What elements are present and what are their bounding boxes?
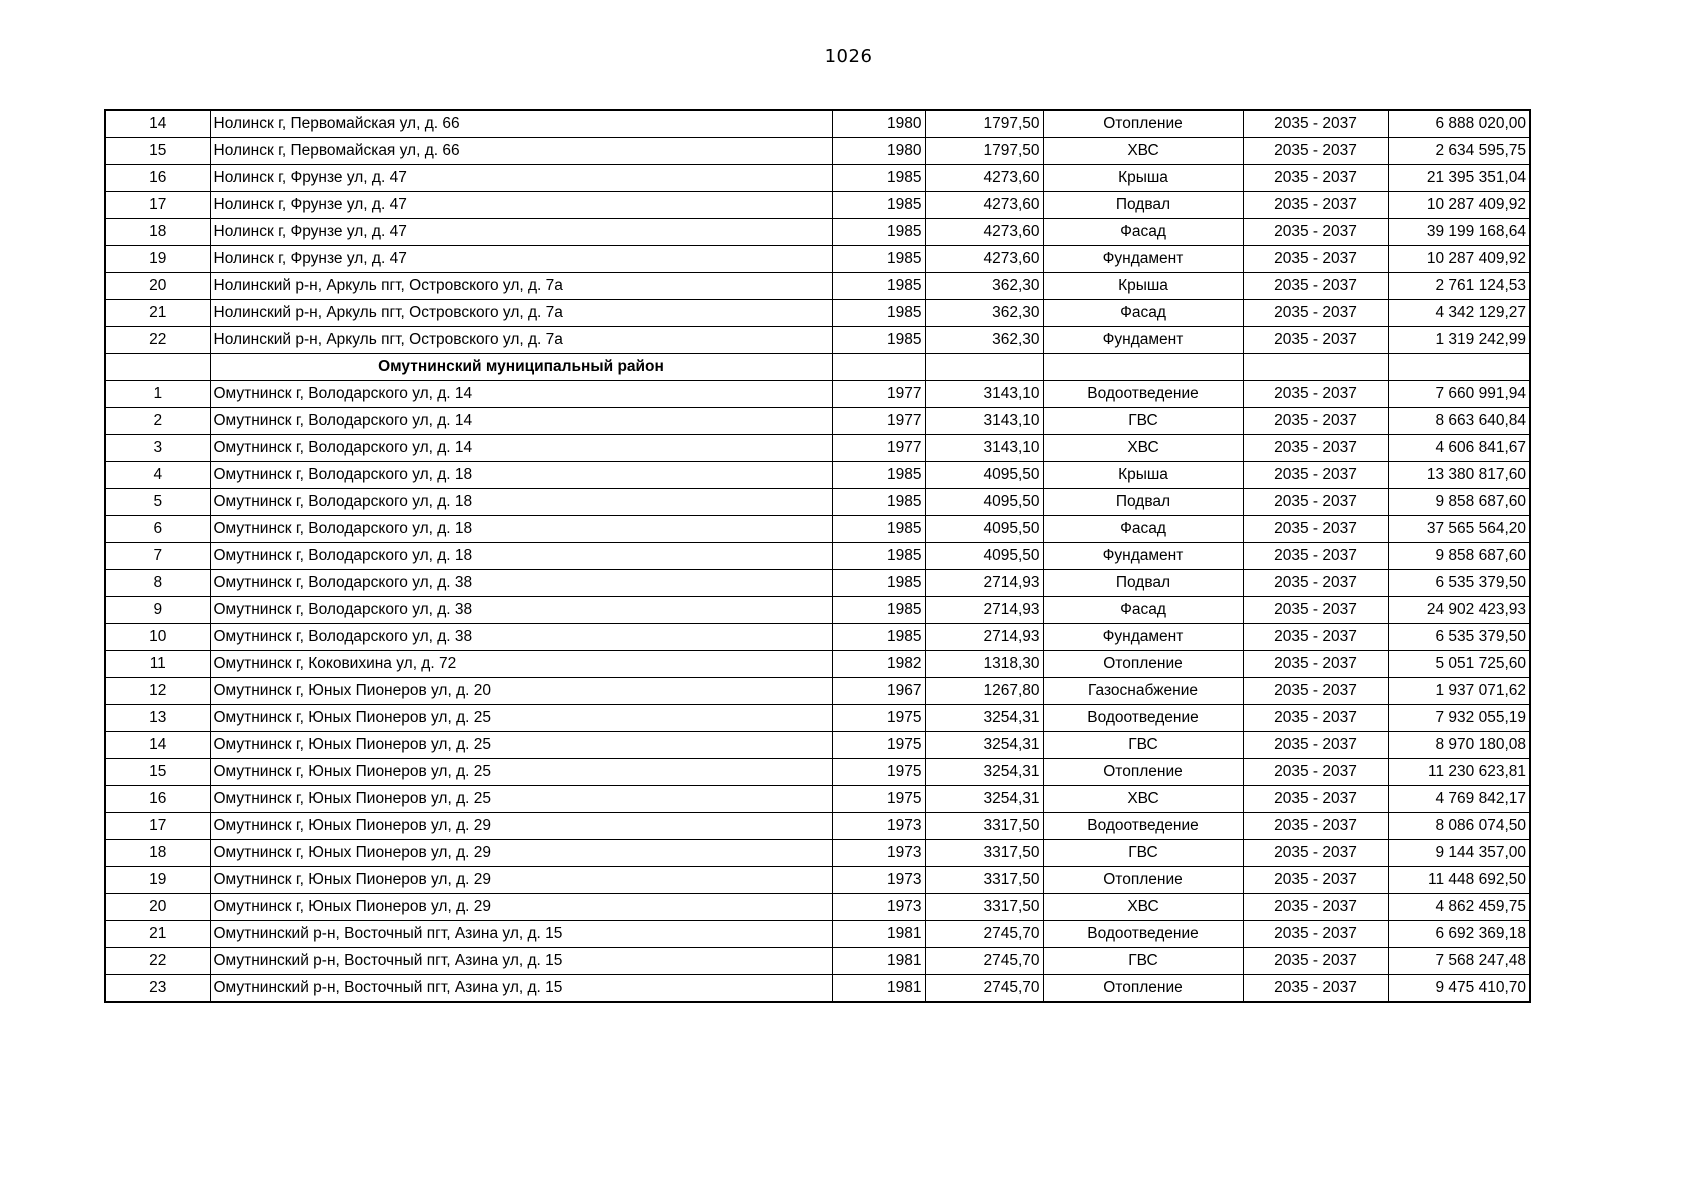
work-type-cell: Фасад — [1043, 516, 1243, 543]
year-cell: 1967 — [832, 678, 925, 705]
empty-cell — [1388, 354, 1530, 381]
year-cell: 1985 — [832, 570, 925, 597]
table-row — [105, 246, 1530, 273]
table-row — [105, 894, 1530, 921]
address-cell: Омутнинск г, Юных Пионеров ул, д. 29 — [210, 867, 832, 894]
period-cell: 2035 - 2037 — [1243, 516, 1388, 543]
work-type-cell: Фасад — [1043, 300, 1243, 327]
work-type-cell: ХВС — [1043, 894, 1243, 921]
area-cell: 2714,93 — [925, 597, 1043, 624]
address-cell: Нолинск г, Фрунзе ул, д. 47 — [210, 165, 832, 192]
year-cell: 1980 — [832, 110, 925, 138]
period-cell: 2035 - 2037 — [1243, 678, 1388, 705]
work-type-cell: Крыша — [1043, 462, 1243, 489]
period-cell: 2035 - 2037 — [1243, 165, 1388, 192]
period-cell: 2035 - 2037 — [1243, 543, 1388, 570]
row-number: 16 — [105, 165, 210, 192]
address-cell: Нолинск г, Фрунзе ул, д. 47 — [210, 246, 832, 273]
page-number: 1026 — [824, 46, 873, 67]
year-cell: 1975 — [832, 759, 925, 786]
row-number: 15 — [105, 138, 210, 165]
row-number: 9 — [105, 597, 210, 624]
address-cell: Нолинск г, Первомайская ул, д. 66 — [210, 138, 832, 165]
year-cell: 1985 — [832, 219, 925, 246]
period-cell: 2035 - 2037 — [1243, 732, 1388, 759]
cost-cell: 11 230 623,81 — [1388, 759, 1530, 786]
table-row — [105, 435, 1530, 462]
cost-cell: 9 144 357,00 — [1388, 840, 1530, 867]
area-cell: 1797,50 — [925, 138, 1043, 165]
cost-cell: 4 606 841,67 — [1388, 435, 1530, 462]
address-cell: Омутнинск г, Володарского ул, д. 14 — [210, 408, 832, 435]
work-type-cell: Подвал — [1043, 192, 1243, 219]
table-row — [105, 381, 1530, 408]
table-row — [105, 813, 1530, 840]
section-title: Омутнинский муниципальный район — [210, 354, 832, 381]
area-cell: 2745,70 — [925, 975, 1043, 1003]
work-type-cell: ХВС — [1043, 138, 1243, 165]
year-cell: 1985 — [832, 165, 925, 192]
row-number: 16 — [105, 786, 210, 813]
period-cell: 2035 - 2037 — [1243, 138, 1388, 165]
area-cell: 2714,93 — [925, 570, 1043, 597]
row-number: 20 — [105, 894, 210, 921]
cost-cell: 21 395 351,04 — [1388, 165, 1530, 192]
year-cell: 1985 — [832, 327, 925, 354]
year-cell: 1985 — [832, 543, 925, 570]
area-cell: 4095,50 — [925, 543, 1043, 570]
period-cell: 2035 - 2037 — [1243, 921, 1388, 948]
cost-cell: 7 932 055,19 — [1388, 705, 1530, 732]
row-number: 21 — [105, 300, 210, 327]
period-cell: 2035 - 2037 — [1243, 597, 1388, 624]
area-cell: 1267,80 — [925, 678, 1043, 705]
area-cell: 4273,60 — [925, 192, 1043, 219]
cost-cell: 37 565 564,20 — [1388, 516, 1530, 543]
area-cell: 362,30 — [925, 327, 1043, 354]
period-cell: 2035 - 2037 — [1243, 705, 1388, 732]
period-cell: 2035 - 2037 — [1243, 813, 1388, 840]
work-type-cell: Газоснабжение — [1043, 678, 1243, 705]
cost-cell: 13 380 817,60 — [1388, 462, 1530, 489]
period-cell: 2035 - 2037 — [1243, 948, 1388, 975]
work-type-cell: ХВС — [1043, 435, 1243, 462]
row-number: 19 — [105, 867, 210, 894]
period-cell: 2035 - 2037 — [1243, 570, 1388, 597]
period-cell: 2035 - 2037 — [1243, 273, 1388, 300]
year-cell: 1973 — [832, 813, 925, 840]
area-cell: 4273,60 — [925, 165, 1043, 192]
year-cell: 1985 — [832, 300, 925, 327]
row-number: 2 — [105, 408, 210, 435]
cost-cell: 6 692 369,18 — [1388, 921, 1530, 948]
year-cell: 1973 — [832, 840, 925, 867]
year-cell: 1985 — [832, 462, 925, 489]
row-number: 18 — [105, 840, 210, 867]
table-row — [105, 165, 1530, 192]
table-row — [105, 300, 1530, 327]
year-cell: 1985 — [832, 192, 925, 219]
area-cell: 4095,50 — [925, 462, 1043, 489]
row-number: 4 — [105, 462, 210, 489]
row-number: 7 — [105, 543, 210, 570]
table-row — [105, 570, 1530, 597]
table-row — [105, 219, 1530, 246]
work-type-cell: ГВС — [1043, 948, 1243, 975]
work-type-cell: Фундамент — [1043, 543, 1243, 570]
area-cell: 3254,31 — [925, 786, 1043, 813]
cost-cell: 39 199 168,64 — [1388, 219, 1530, 246]
repair-schedule-table — [104, 109, 1531, 1003]
table-row — [105, 597, 1530, 624]
cost-cell: 6 888 020,00 — [1388, 110, 1530, 138]
table-row — [105, 678, 1530, 705]
address-cell: Омутнинск г, Володарского ул, д. 38 — [210, 570, 832, 597]
year-cell: 1977 — [832, 381, 925, 408]
empty-cell — [925, 354, 1043, 381]
row-number: 19 — [105, 246, 210, 273]
area-cell: 3254,31 — [925, 732, 1043, 759]
work-type-cell: Фундамент — [1043, 624, 1243, 651]
work-type-cell: Отопление — [1043, 867, 1243, 894]
work-type-cell: Крыша — [1043, 165, 1243, 192]
table-row — [105, 543, 1530, 570]
table-row — [105, 948, 1530, 975]
work-type-cell: Водоотведение — [1043, 381, 1243, 408]
row-number: 5 — [105, 489, 210, 516]
address-cell: Омутнинск г, Коковихина ул, д. 72 — [210, 651, 832, 678]
work-type-cell: Водоотведение — [1043, 705, 1243, 732]
table-row — [105, 273, 1530, 300]
period-cell: 2035 - 2037 — [1243, 381, 1388, 408]
year-cell: 1977 — [832, 435, 925, 462]
table-row — [105, 462, 1530, 489]
address-cell: Нолинск г, Фрунзе ул, д. 47 — [210, 192, 832, 219]
address-cell: Омутнинский р-н, Восточный пгт, Азина ул, д. 15 — [210, 948, 832, 975]
work-type-cell: ГВС — [1043, 732, 1243, 759]
address-cell: Нолинск г, Первомайская ул, д. 66 — [210, 110, 832, 138]
area-cell: 3143,10 — [925, 408, 1043, 435]
year-cell: 1977 — [832, 408, 925, 435]
table-row — [105, 705, 1530, 732]
work-type-cell: Фасад — [1043, 597, 1243, 624]
period-cell: 2035 - 2037 — [1243, 327, 1388, 354]
period-cell: 2035 - 2037 — [1243, 300, 1388, 327]
cost-cell: 7 568 247,48 — [1388, 948, 1530, 975]
year-cell: 1985 — [832, 273, 925, 300]
work-type-cell: Отопление — [1043, 759, 1243, 786]
table-row — [105, 840, 1530, 867]
year-cell: 1981 — [832, 921, 925, 948]
year-cell: 1985 — [832, 624, 925, 651]
area-cell: 1797,50 — [925, 110, 1043, 138]
work-type-cell: Фундамент — [1043, 246, 1243, 273]
cost-cell: 8 970 180,08 — [1388, 732, 1530, 759]
year-cell: 1975 — [832, 786, 925, 813]
work-type-cell: Крыша — [1043, 273, 1243, 300]
period-cell: 2035 - 2037 — [1243, 246, 1388, 273]
address-cell: Омутнинск г, Володарского ул, д. 18 — [210, 543, 832, 570]
row-number: 13 — [105, 705, 210, 732]
period-cell: 2035 - 2037 — [1243, 651, 1388, 678]
table-row — [105, 138, 1530, 165]
area-cell: 3317,50 — [925, 867, 1043, 894]
year-cell: 1975 — [832, 705, 925, 732]
area-cell: 3143,10 — [925, 381, 1043, 408]
table-row — [105, 651, 1530, 678]
area-cell: 3254,31 — [925, 705, 1043, 732]
year-cell: 1985 — [832, 597, 925, 624]
year-cell: 1982 — [832, 651, 925, 678]
row-number: 12 — [105, 678, 210, 705]
address-cell: Омутнинск г, Володарского ул, д. 38 — [210, 597, 832, 624]
cost-cell: 11 448 692,50 — [1388, 867, 1530, 894]
table-body — [105, 110, 1530, 1002]
table-row — [105, 489, 1530, 516]
period-cell: 2035 - 2037 — [1243, 867, 1388, 894]
cost-cell: 1 937 071,62 — [1388, 678, 1530, 705]
work-type-cell: Отопление — [1043, 651, 1243, 678]
row-number: 17 — [105, 813, 210, 840]
address-cell: Омутнинск г, Юных Пионеров ул, д. 29 — [210, 813, 832, 840]
period-cell: 2035 - 2037 — [1243, 110, 1388, 138]
address-cell: Омутнинск г, Юных Пионеров ул, д. 25 — [210, 759, 832, 786]
cost-cell: 10 287 409,92 — [1388, 192, 1530, 219]
year-cell: 1980 — [832, 138, 925, 165]
area-cell: 2714,93 — [925, 624, 1043, 651]
area-cell: 4273,60 — [925, 246, 1043, 273]
area-cell: 3254,31 — [925, 759, 1043, 786]
area-cell: 4273,60 — [925, 219, 1043, 246]
period-cell: 2035 - 2037 — [1243, 192, 1388, 219]
address-cell: Омутнинск г, Юных Пионеров ул, д. 29 — [210, 840, 832, 867]
cost-cell: 24 902 423,93 — [1388, 597, 1530, 624]
cost-cell: 5 051 725,60 — [1388, 651, 1530, 678]
table-row — [105, 192, 1530, 219]
table-row — [105, 921, 1530, 948]
year-cell: 1985 — [832, 516, 925, 543]
address-cell: Омутнинск г, Володарского ул, д. 14 — [210, 381, 832, 408]
work-type-cell: Отопление — [1043, 110, 1243, 138]
row-number: 14 — [105, 110, 210, 138]
address-cell: Омутнинский р-н, Восточный пгт, Азина ул, д. 15 — [210, 921, 832, 948]
address-cell: Нолинский р-н, Аркуль пгт, Островского ул, д. 7а — [210, 300, 832, 327]
period-cell: 2035 - 2037 — [1243, 624, 1388, 651]
address-cell: Омутнинск г, Володарского ул, д. 38 — [210, 624, 832, 651]
address-cell: Омутнинск г, Юных Пионеров ул, д. 25 — [210, 732, 832, 759]
work-type-cell: Подвал — [1043, 570, 1243, 597]
address-cell: Омутнинск г, Володарского ул, д. 14 — [210, 435, 832, 462]
cost-cell: 10 287 409,92 — [1388, 246, 1530, 273]
address-cell: Нолинск г, Фрунзе ул, д. 47 — [210, 219, 832, 246]
table-row — [105, 327, 1530, 354]
area-cell: 4095,50 — [925, 516, 1043, 543]
row-number: 22 — [105, 327, 210, 354]
period-cell: 2035 - 2037 — [1243, 435, 1388, 462]
year-cell: 1973 — [832, 867, 925, 894]
address-cell: Омутнинск г, Юных Пионеров ул, д. 29 — [210, 894, 832, 921]
cost-cell: 6 535 379,50 — [1388, 570, 1530, 597]
work-type-cell: ХВС — [1043, 786, 1243, 813]
period-cell: 2035 - 2037 — [1243, 786, 1388, 813]
cost-cell: 2 634 595,75 — [1388, 138, 1530, 165]
period-cell: 2035 - 2037 — [1243, 489, 1388, 516]
year-cell: 1985 — [832, 489, 925, 516]
table-row — [105, 408, 1530, 435]
empty-cell — [1043, 354, 1243, 381]
area-cell: 2745,70 — [925, 921, 1043, 948]
row-number: 10 — [105, 624, 210, 651]
cost-cell: 4 769 842,17 — [1388, 786, 1530, 813]
address-cell: Нолинский р-н, Аркуль пгт, Островского ул, д. 7а — [210, 327, 832, 354]
work-type-cell: ГВС — [1043, 408, 1243, 435]
area-cell: 362,30 — [925, 273, 1043, 300]
cost-cell: 8 086 074,50 — [1388, 813, 1530, 840]
row-number: 1 — [105, 381, 210, 408]
cost-cell: 4 342 129,27 — [1388, 300, 1530, 327]
area-cell: 3317,50 — [925, 813, 1043, 840]
cost-cell: 9 858 687,60 — [1388, 543, 1530, 570]
area-cell: 362,30 — [925, 300, 1043, 327]
work-type-cell: Фундамент — [1043, 327, 1243, 354]
table-row — [105, 786, 1530, 813]
work-type-cell: Водоотведение — [1043, 921, 1243, 948]
table-row — [105, 110, 1530, 138]
address-cell: Омутнинский р-н, Восточный пгт, Азина ул, д. 15 — [210, 975, 832, 1003]
table-row — [105, 759, 1530, 786]
empty-cell — [105, 354, 210, 381]
cost-cell: 6 535 379,50 — [1388, 624, 1530, 651]
table-row — [105, 516, 1530, 543]
work-type-cell: Водоотведение — [1043, 813, 1243, 840]
address-cell: Омутнинск г, Володарского ул, д. 18 — [210, 462, 832, 489]
address-cell: Омутнинск г, Володарского ул, д. 18 — [210, 516, 832, 543]
area-cell: 2745,70 — [925, 948, 1043, 975]
year-cell: 1985 — [832, 246, 925, 273]
row-number: 15 — [105, 759, 210, 786]
area-cell: 3317,50 — [925, 840, 1043, 867]
cost-cell: 7 660 991,94 — [1388, 381, 1530, 408]
row-number: 18 — [105, 219, 210, 246]
period-cell: 2035 - 2037 — [1243, 840, 1388, 867]
row-number: 23 — [105, 975, 210, 1003]
address-cell: Нолинский р-н, Аркуль пгт, Островского ул, д. 7а — [210, 273, 832, 300]
year-cell: 1975 — [832, 732, 925, 759]
empty-cell — [1243, 354, 1388, 381]
work-type-cell: Фасад — [1043, 219, 1243, 246]
row-number: 8 — [105, 570, 210, 597]
row-number: 3 — [105, 435, 210, 462]
cost-cell: 1 319 242,99 — [1388, 327, 1530, 354]
year-cell: 1981 — [832, 975, 925, 1003]
row-number: 22 — [105, 948, 210, 975]
cost-cell: 2 761 124,53 — [1388, 273, 1530, 300]
address-cell: Омутнинск г, Юных Пионеров ул, д. 25 — [210, 786, 832, 813]
period-cell: 2035 - 2037 — [1243, 462, 1388, 489]
year-cell: 1981 — [832, 948, 925, 975]
table-row — [105, 975, 1530, 1003]
table-row — [105, 732, 1530, 759]
table-row — [105, 867, 1530, 894]
row-number: 11 — [105, 651, 210, 678]
cost-cell: 9 475 410,70 — [1388, 975, 1530, 1003]
period-cell: 2035 - 2037 — [1243, 408, 1388, 435]
period-cell: 2035 - 2037 — [1243, 219, 1388, 246]
cost-cell: 8 663 640,84 — [1388, 408, 1530, 435]
row-number: 14 — [105, 732, 210, 759]
period-cell: 2035 - 2037 — [1243, 894, 1388, 921]
row-number: 6 — [105, 516, 210, 543]
address-cell: Омутнинск г, Володарского ул, д. 18 — [210, 489, 832, 516]
row-number: 17 — [105, 192, 210, 219]
row-number: 20 — [105, 273, 210, 300]
section-header-row — [105, 354, 1530, 381]
cost-cell: 9 858 687,60 — [1388, 489, 1530, 516]
area-cell: 4095,50 — [925, 489, 1043, 516]
table-row — [105, 624, 1530, 651]
row-number: 21 — [105, 921, 210, 948]
work-type-cell: ГВС — [1043, 840, 1243, 867]
year-cell: 1973 — [832, 894, 925, 921]
work-type-cell: Отопление — [1043, 975, 1243, 1003]
work-type-cell: Подвал — [1043, 489, 1243, 516]
period-cell: 2035 - 2037 — [1243, 975, 1388, 1003]
period-cell: 2035 - 2037 — [1243, 759, 1388, 786]
address-cell: Омутнинск г, Юных Пионеров ул, д. 25 — [210, 705, 832, 732]
empty-cell — [832, 354, 925, 381]
cost-cell: 4 862 459,75 — [1388, 894, 1530, 921]
area-cell: 3317,50 — [925, 894, 1043, 921]
area-cell: 3143,10 — [925, 435, 1043, 462]
area-cell: 1318,30 — [925, 651, 1043, 678]
address-cell: Омутнинск г, Юных Пионеров ул, д. 20 — [210, 678, 832, 705]
